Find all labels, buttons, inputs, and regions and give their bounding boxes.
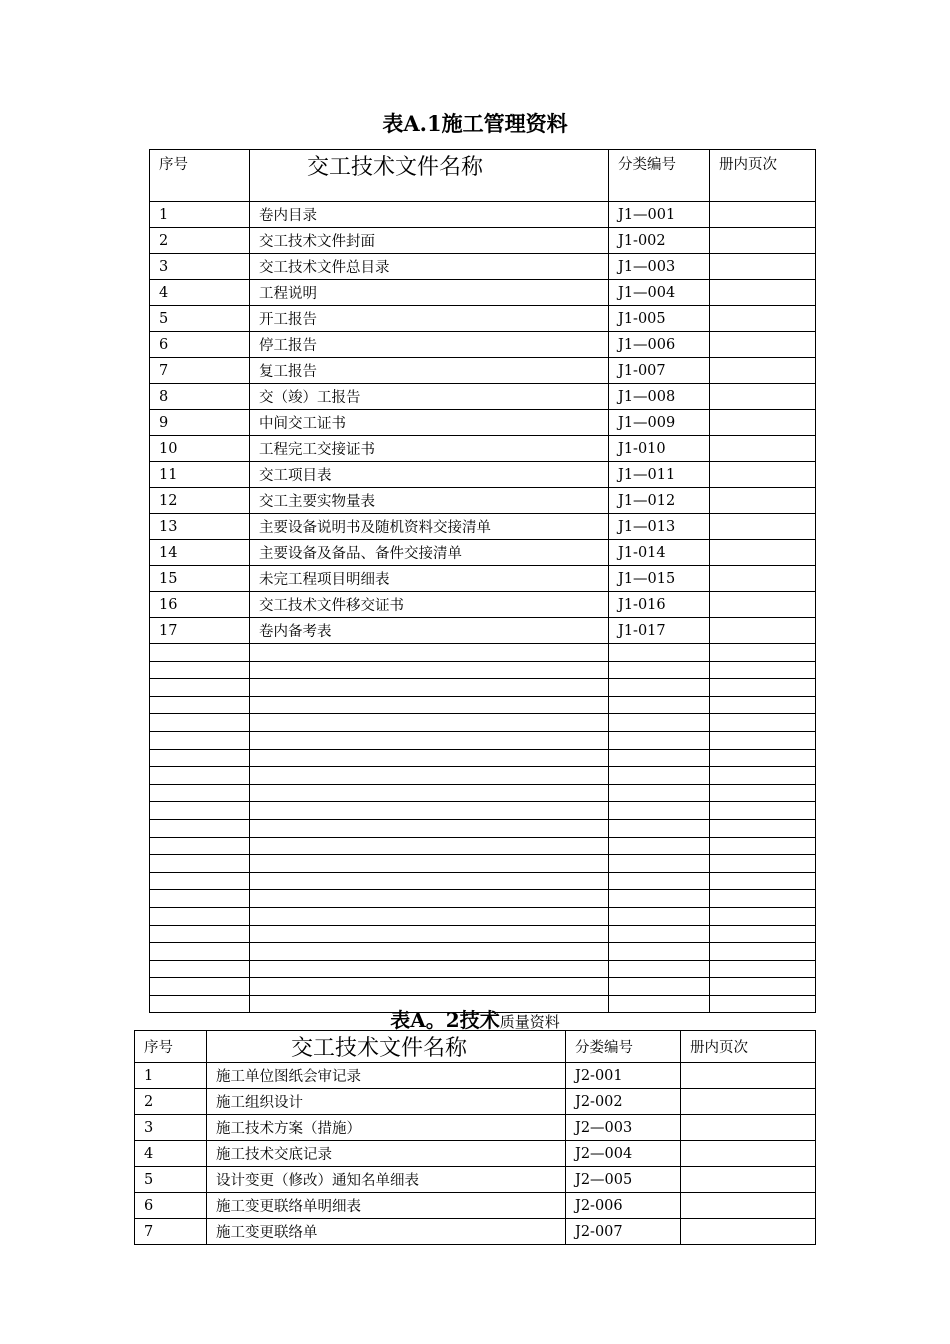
row-name: 设计变更（修改）通知名单细表	[207, 1167, 566, 1193]
row-seq: 8	[150, 384, 250, 410]
empty-cell	[710, 890, 816, 908]
empty-cell	[250, 731, 609, 749]
empty-cell	[710, 978, 816, 996]
empty-cell	[150, 872, 250, 890]
empty-cell	[710, 819, 816, 837]
empty-cell	[710, 767, 816, 785]
table-row	[135, 1193, 816, 1219]
empty-cell	[609, 943, 710, 961]
row-page	[710, 202, 816, 228]
row-code: J2-002	[566, 1089, 681, 1115]
empty-cell	[150, 855, 250, 873]
row-code: J1—001	[609, 202, 710, 228]
header-seq: 序号	[135, 1031, 207, 1063]
row-page	[710, 254, 816, 280]
table-row	[135, 1115, 816, 1141]
empty-cell	[250, 661, 609, 679]
row-code: J1—008	[609, 384, 710, 410]
empty-cell	[150, 714, 250, 732]
row-code: J1—012	[609, 488, 710, 514]
header-name: 交工技术文件名称	[207, 1031, 566, 1063]
row-code: J1-002	[609, 228, 710, 254]
row-name: 施工技术交底记录	[207, 1141, 566, 1167]
row-seq: 6	[135, 1193, 207, 1219]
header-page: 册内页次	[681, 1031, 816, 1063]
row-seq: 10	[150, 436, 250, 462]
row-code: J2—004	[566, 1141, 681, 1167]
empty-table-row	[150, 679, 816, 697]
table-row	[150, 410, 816, 436]
empty-cell	[710, 644, 816, 662]
row-seq: 4	[150, 280, 250, 306]
row-code: J1-005	[609, 306, 710, 332]
row-page	[710, 566, 816, 592]
empty-cell	[250, 872, 609, 890]
row-page	[681, 1193, 816, 1219]
row-page	[710, 436, 816, 462]
table2-title-bold: 表A。2技术	[390, 1008, 500, 1032]
row-seq: 5	[150, 306, 250, 332]
empty-cell	[150, 960, 250, 978]
empty-cell	[710, 749, 816, 767]
row-page	[710, 410, 816, 436]
empty-cell	[150, 978, 250, 996]
row-name: 停工报告	[250, 332, 609, 358]
empty-cell	[150, 890, 250, 908]
row-name: 施工变更联络单明细表	[207, 1193, 566, 1219]
empty-table-row	[150, 784, 816, 802]
empty-cell	[250, 907, 609, 925]
row-name: 工程完工交接证书	[250, 436, 609, 462]
row-name: 复工报告	[250, 358, 609, 384]
row-name: 卷内备考表	[250, 618, 609, 644]
row-code: J2-007	[566, 1219, 681, 1245]
row-name: 交工技术文件封面	[250, 228, 609, 254]
row-name: 交工主要实物量表	[250, 488, 609, 514]
empty-cell	[710, 925, 816, 943]
empty-cell	[150, 696, 250, 714]
table-row	[150, 384, 816, 410]
row-page	[710, 280, 816, 306]
row-seq: 2	[135, 1089, 207, 1115]
table-row	[150, 514, 816, 540]
row-page	[681, 1219, 816, 1245]
empty-cell	[250, 960, 609, 978]
table-row	[135, 1063, 816, 1089]
row-code: J1—015	[609, 566, 710, 592]
row-page	[710, 540, 816, 566]
row-seq: 2	[150, 228, 250, 254]
empty-cell	[609, 644, 710, 662]
empty-cell	[609, 925, 710, 943]
row-name: 施工组织设计	[207, 1089, 566, 1115]
row-page	[710, 618, 816, 644]
empty-cell	[609, 978, 710, 996]
row-code: J1-017	[609, 618, 710, 644]
table-row	[150, 540, 816, 566]
empty-cell	[250, 890, 609, 908]
empty-table-row	[150, 837, 816, 855]
row-code: J1—013	[609, 514, 710, 540]
table-row	[150, 254, 816, 280]
empty-cell	[250, 837, 609, 855]
empty-table-row	[150, 696, 816, 714]
row-name: 施工单位图纸会审记录	[207, 1063, 566, 1089]
row-page	[681, 1089, 816, 1115]
row-name: 主要设备说明书及随机资料交接清单	[250, 514, 609, 540]
empty-cell	[609, 749, 710, 767]
row-code: J2-006	[566, 1193, 681, 1219]
row-name: 交工技术文件总目录	[250, 254, 609, 280]
empty-table-row	[150, 855, 816, 873]
technical-quality-table	[134, 1030, 816, 1245]
empty-cell	[710, 943, 816, 961]
empty-cell	[250, 855, 609, 873]
row-seq: 13	[150, 514, 250, 540]
empty-cell	[609, 767, 710, 785]
row-page	[710, 488, 816, 514]
row-page	[710, 228, 816, 254]
row-seq: 7	[150, 358, 250, 384]
row-name: 交（竣）工报告	[250, 384, 609, 410]
empty-cell	[150, 907, 250, 925]
empty-table-row	[150, 644, 816, 662]
row-name: 施工变更联络单	[207, 1219, 566, 1245]
row-seq: 16	[150, 592, 250, 618]
row-name: 未完工程项目明细表	[250, 566, 609, 592]
table-row	[150, 462, 816, 488]
table-row	[150, 228, 816, 254]
row-seq: 4	[135, 1141, 207, 1167]
header-page: 册内页次	[710, 150, 816, 202]
empty-cell	[250, 819, 609, 837]
empty-cell	[250, 696, 609, 714]
empty-table-row	[150, 943, 816, 961]
row-code: J2-001	[566, 1063, 681, 1089]
empty-cell	[710, 731, 816, 749]
row-code: J1—004	[609, 280, 710, 306]
row-code: J1—006	[609, 332, 710, 358]
table-row	[150, 618, 816, 644]
row-name: 交工技术文件移交证书	[250, 592, 609, 618]
empty-cell	[250, 978, 609, 996]
row-code: J2—005	[566, 1167, 681, 1193]
empty-cell	[609, 872, 710, 890]
empty-cell	[609, 696, 710, 714]
empty-cell	[609, 890, 710, 908]
empty-cell	[710, 960, 816, 978]
empty-table-row	[150, 731, 816, 749]
row-code: J1—003	[609, 254, 710, 280]
empty-cell	[609, 661, 710, 679]
table-row	[150, 306, 816, 332]
row-code: J2—003	[566, 1115, 681, 1141]
table-row	[150, 332, 816, 358]
row-seq: 3	[135, 1115, 207, 1141]
table-row	[150, 358, 816, 384]
empty-table-row	[150, 661, 816, 679]
row-seq: 15	[150, 566, 250, 592]
empty-cell	[609, 714, 710, 732]
table-header-row	[150, 150, 816, 202]
empty-table-row	[150, 819, 816, 837]
row-page	[681, 1167, 816, 1193]
empty-table-row	[150, 960, 816, 978]
row-seq: 7	[135, 1219, 207, 1245]
empty-table-row	[150, 890, 816, 908]
row-code: J1-014	[609, 540, 710, 566]
row-page	[681, 1063, 816, 1089]
row-page	[710, 306, 816, 332]
header-name: 交工技术文件名称	[250, 150, 609, 202]
empty-cell	[250, 784, 609, 802]
empty-table-row	[150, 749, 816, 767]
row-page	[710, 358, 816, 384]
row-seq: 1	[150, 202, 250, 228]
row-name: 主要设备及备品、备件交接清单	[250, 540, 609, 566]
empty-cell	[609, 819, 710, 837]
empty-cell	[150, 837, 250, 855]
empty-cell	[250, 714, 609, 732]
table-row	[135, 1089, 816, 1115]
empty-cell	[609, 907, 710, 925]
row-seq: 6	[150, 332, 250, 358]
empty-cell	[609, 855, 710, 873]
empty-cell	[710, 661, 816, 679]
row-page	[710, 332, 816, 358]
table-row	[135, 1219, 816, 1245]
empty-table-row	[150, 978, 816, 996]
row-page	[710, 514, 816, 540]
empty-cell	[150, 679, 250, 697]
empty-cell	[250, 679, 609, 697]
empty-cell	[250, 749, 609, 767]
table-row	[150, 592, 816, 618]
table2-title-normal: 质量资料	[499, 1013, 560, 1031]
empty-cell	[150, 925, 250, 943]
empty-cell	[250, 802, 609, 820]
empty-cell	[609, 960, 710, 978]
empty-cell	[710, 855, 816, 873]
empty-cell	[710, 837, 816, 855]
row-code: J1-007	[609, 358, 710, 384]
empty-cell	[609, 837, 710, 855]
table2-title	[0, 1004, 950, 1033]
empty-cell	[150, 731, 250, 749]
row-name: 卷内目录	[250, 202, 609, 228]
header-seq: 序号	[150, 150, 250, 202]
empty-cell	[150, 644, 250, 662]
empty-cell	[710, 907, 816, 925]
empty-cell	[250, 943, 609, 961]
empty-cell	[609, 784, 710, 802]
empty-table-row	[150, 802, 816, 820]
empty-cell	[609, 731, 710, 749]
empty-cell	[150, 749, 250, 767]
row-name: 开工报告	[250, 306, 609, 332]
header-code: 分娄编号	[566, 1031, 681, 1063]
row-seq: 5	[135, 1167, 207, 1193]
empty-cell	[150, 661, 250, 679]
row-code: J1-016	[609, 592, 710, 618]
row-name: 交工项目表	[250, 462, 609, 488]
header-code: 分类编号	[609, 150, 710, 202]
row-seq: 12	[150, 488, 250, 514]
table-row	[135, 1167, 816, 1193]
table-header-row	[135, 1031, 816, 1063]
empty-table-row	[150, 714, 816, 732]
row-name: 工程说明	[250, 280, 609, 306]
table-row	[150, 488, 816, 514]
table-row	[150, 566, 816, 592]
row-seq: 1	[135, 1063, 207, 1089]
row-code: J1-010	[609, 436, 710, 462]
row-page	[710, 592, 816, 618]
row-seq: 3	[150, 254, 250, 280]
empty-cell	[150, 802, 250, 820]
empty-cell	[150, 767, 250, 785]
row-seq: 14	[150, 540, 250, 566]
empty-table-row	[150, 907, 816, 925]
table1-title: 表A.1施工管理资料	[382, 111, 568, 136]
table-row	[135, 1141, 816, 1167]
row-seq: 9	[150, 410, 250, 436]
empty-cell	[250, 644, 609, 662]
row-name: 中间交工证书	[250, 410, 609, 436]
table-row	[150, 436, 816, 462]
row-page	[710, 384, 816, 410]
empty-cell	[710, 872, 816, 890]
empty-cell	[609, 802, 710, 820]
empty-table-row	[150, 925, 816, 943]
empty-cell	[710, 696, 816, 714]
empty-cell	[710, 714, 816, 732]
empty-cell	[710, 784, 816, 802]
empty-cell	[710, 802, 816, 820]
empty-cell	[250, 767, 609, 785]
empty-cell	[150, 784, 250, 802]
row-code: J1—011	[609, 462, 710, 488]
empty-cell	[150, 943, 250, 961]
empty-table-row	[150, 767, 816, 785]
empty-cell	[710, 679, 816, 697]
row-page	[681, 1115, 816, 1141]
row-code: J1—009	[609, 410, 710, 436]
row-page	[710, 462, 816, 488]
construction-management-table	[149, 149, 816, 1013]
empty-cell	[150, 819, 250, 837]
row-seq: 17	[150, 618, 250, 644]
empty-table-row	[150, 872, 816, 890]
row-seq: 11	[150, 462, 250, 488]
row-page	[681, 1141, 816, 1167]
table-row	[150, 202, 816, 228]
empty-cell	[250, 925, 609, 943]
row-name: 施工技术方案（措施）	[207, 1115, 566, 1141]
empty-cell	[609, 679, 710, 697]
table-row	[150, 280, 816, 306]
